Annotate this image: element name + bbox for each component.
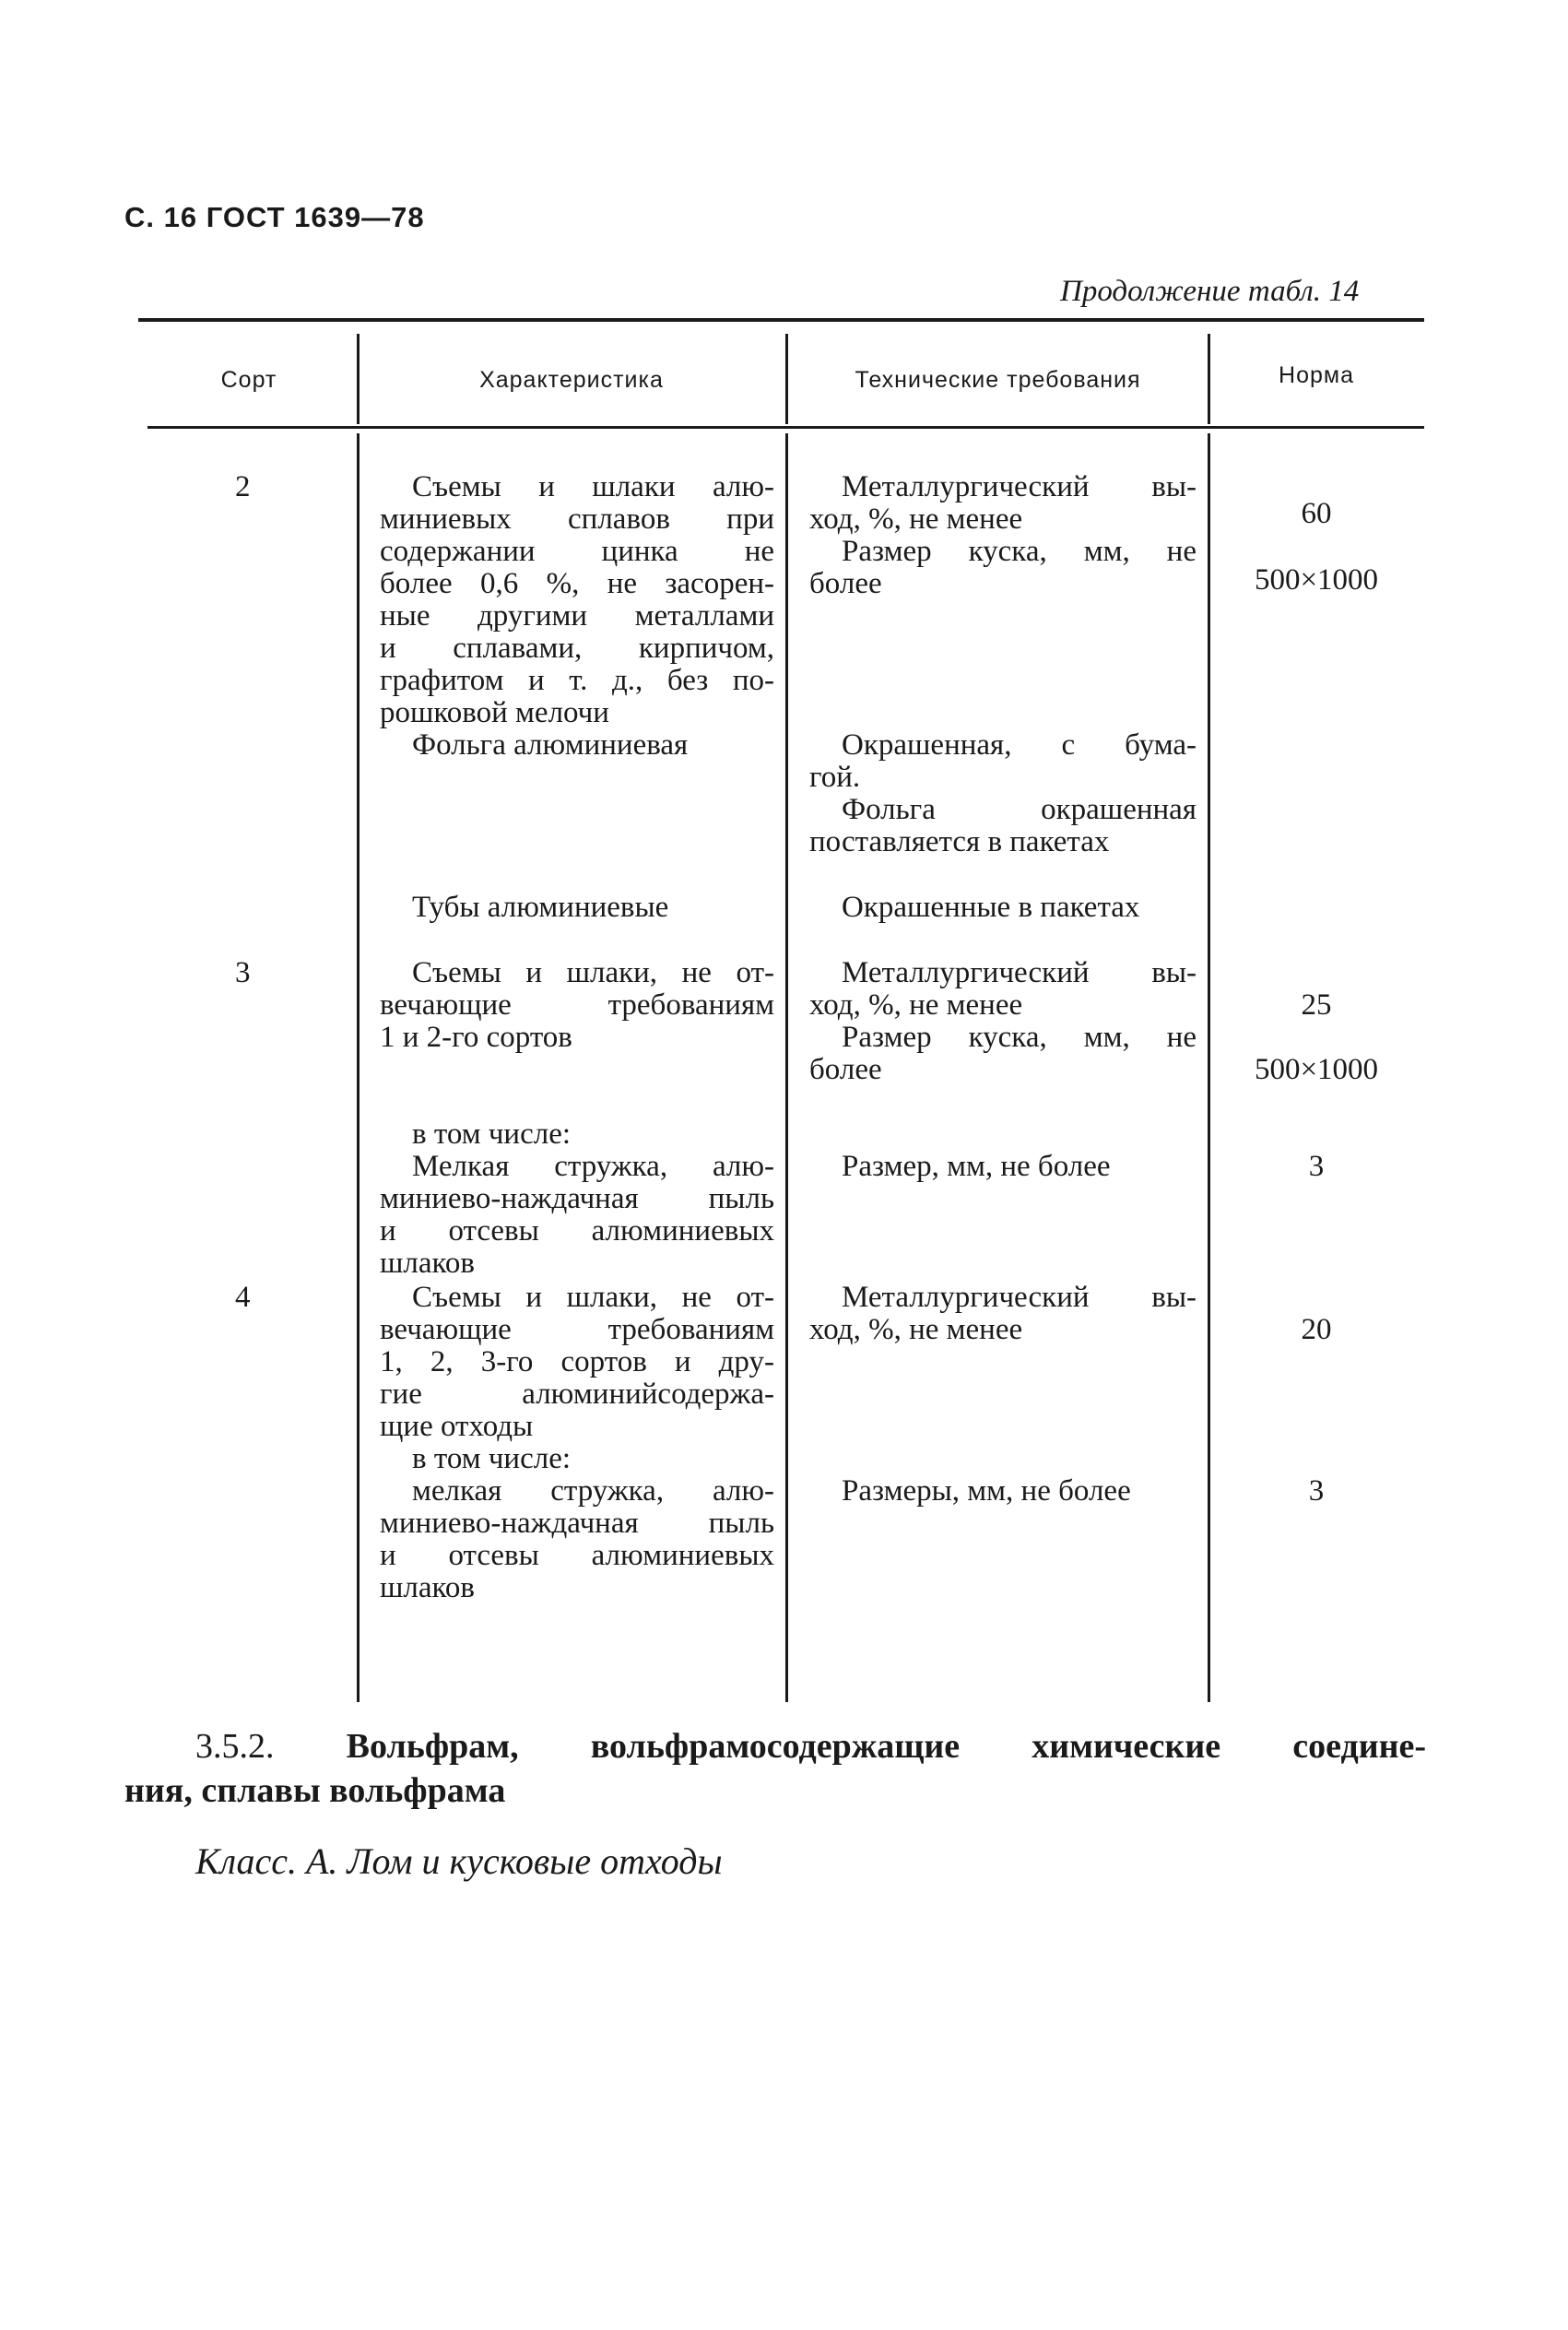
norm-value: 20 [1301,1313,1332,1346]
column-divider [357,334,360,424]
column-divider [1208,334,1210,424]
section-title-line: ния, сплавы вольфрама [124,1771,506,1810]
requirement-text: Размеры, мм, не более [842,1474,1131,1508]
characteristic-text: Тубы алюминиевые [412,891,669,924]
column-divider [357,433,360,1702]
section-number: 3.5.2. [195,1727,275,1766]
characteristic-text: Съемы и шлаки, не от- вечающие требованиям 1 и 2-го сортов [380,956,774,1054]
column-divider [785,433,788,1702]
column-divider [785,334,788,424]
characteristic-text: в том числе: [412,1442,572,1475]
column-header-norm: Норма [1279,362,1354,388]
table-top-rule [138,318,1424,322]
norm-value: 25 [1301,988,1332,1022]
characteristic-text: Съемы и шлаки алю- миниевых сплавов при содержании цинка не более 0,6 %, не засорен- ные другими металлами и сплавами, кирпичом, графитом и т. д., без по- рошковой мелочи [380,470,774,729]
norm-value: 60 [1301,497,1332,530]
table-header-rule [147,426,1424,429]
column-divider [1208,433,1210,1702]
characteristic-text: в том числе: [412,1118,572,1151]
requirement-text: Окрашенная, с бума- гой. Фольга окрашенная поставляется в пакетах [809,728,1197,858]
column-header-characteristic: Характеристика [479,367,664,393]
column-header-grade: Сорт [220,367,277,393]
grade-label: 4 [235,1281,251,1314]
characteristic-text: мелкая стружка, алю- миниево-наждачная пыль и отсевы алюминиевых шлаков [380,1474,774,1604]
table-continuation-label: Продолжение табл. 14 [1060,275,1360,308]
norm-value: 3 [1308,1150,1325,1183]
requirement-text: Металлургический вы- ход, %, не менее [809,1281,1197,1346]
requirement-text: Металлургический вы- ход, %, не менее Размер куска, мм, не более [809,470,1197,600]
characteristic-text: Съемы и шлаки, не от- вечающие требованиям 1, 2, 3-го сортов и дру- гие алюминийсодержа- щие отходы [380,1281,774,1443]
section-heading [195,1726,1426,1767]
requirement-text: Металлургический вы- ход, %, не менее Размер куска, мм, не более [809,956,1197,1086]
requirement-text: Окрашенные в пакетах [842,891,1140,924]
norm-value: 500×1000 [1254,563,1379,597]
norm-value: 500×1000 [1254,1053,1379,1086]
class-heading: Класс. А. Лом и кусковые отходы [195,1840,723,1882]
section-title-line: Вольфрам, вольфрамосодержащие химические соедине- [346,1727,1426,1766]
running-header: С. 16 ГОСТ 1639—78 [124,201,425,233]
requirement-text: Размер, мм, не более [842,1150,1111,1183]
norm-value: 3 [1308,1474,1325,1508]
grade-label: 3 [235,956,251,989]
characteristic-text: Фольга алюминиевая [412,728,689,762]
grade-label: 2 [235,470,251,503]
column-header-requirements: Технические требования [855,367,1141,393]
characteristic-text: Мелкая стружка, алю- миниево-наждачная пыль и отсевы алюминиевых шлаков [380,1150,774,1280]
